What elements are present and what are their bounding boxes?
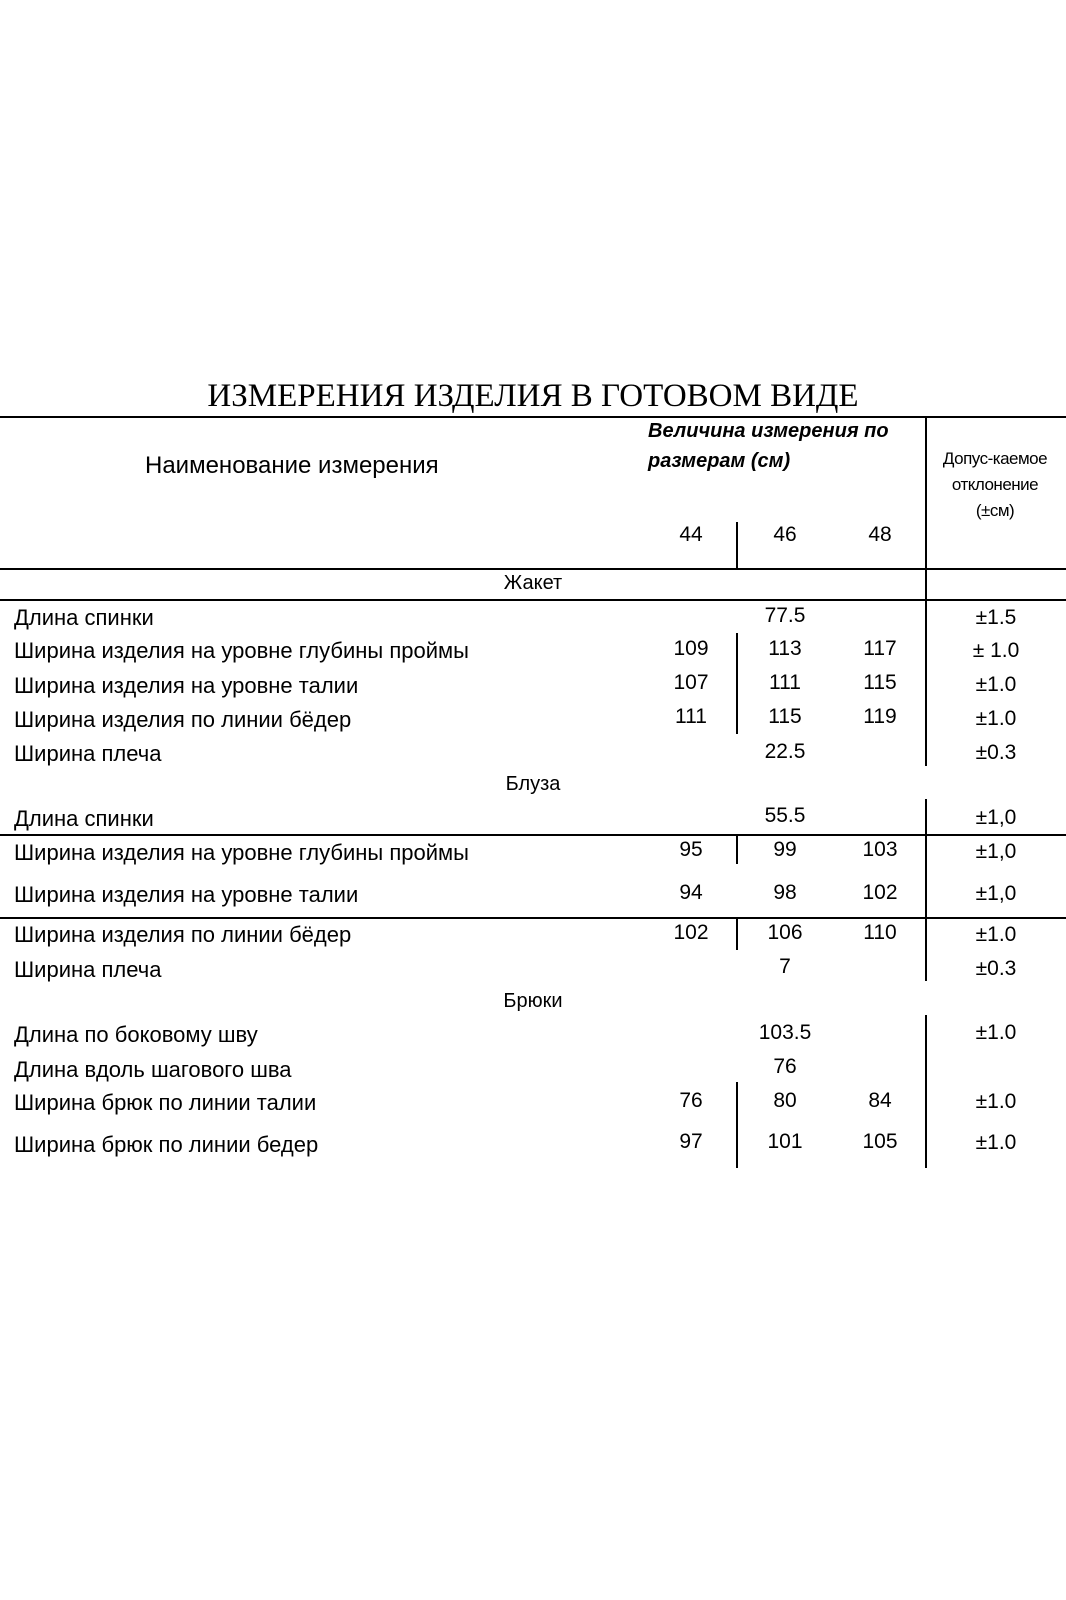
row-value-48: 102: [862, 881, 898, 904]
row-value-48: 115: [863, 671, 897, 694]
row-value-span: 55.5: [764, 804, 806, 827]
row-name: Ширина плеча: [14, 741, 162, 766]
header-size-48: 48: [868, 523, 892, 546]
header-size-44: 44: [679, 523, 703, 546]
row-value-48: 119: [863, 705, 897, 728]
row-value-46: 80: [773, 1089, 797, 1112]
page-title: ИЗМЕРЕНИЯ ИЗДЕЛИЯ В ГОТОВОМ ВИДЕ: [207, 378, 859, 414]
section-blouse: Блуза: [505, 773, 561, 795]
section-jacket: Жакет: [503, 572, 563, 594]
header-tolerance: Допус-каемое отклонение (±см): [942, 449, 1048, 520]
row-name: Длина спинки: [14, 605, 154, 630]
blouse-row-border-2: [0, 917, 1066, 919]
row-name: Ширина изделия на уровне глубины проймы: [14, 840, 469, 865]
row-value-span: 76: [773, 1055, 797, 1078]
row-value-46: 106: [767, 921, 803, 944]
tolerance-col-border-3: [925, 1015, 927, 1168]
header-bottom-border: [0, 568, 1066, 570]
row-value-46: 111: [769, 671, 801, 694]
row-value-48: 110: [863, 921, 897, 944]
row-value-span: 22.5: [764, 740, 806, 763]
row-tolerance: ±1,0: [975, 806, 1017, 829]
row-value-44: 94: [679, 881, 703, 904]
row-tolerance: ±1.0: [975, 1090, 1017, 1113]
row-value-46: 98: [773, 881, 797, 904]
size-col-border-3: [736, 834, 738, 864]
row-name: Ширина изделия на уровне талии: [14, 882, 359, 907]
row-value-44: 111: [675, 705, 707, 728]
row-value-48: 84: [868, 1089, 892, 1112]
row-value-span: 7: [779, 955, 791, 978]
row-value-44: 95: [679, 838, 703, 861]
header-name: Наименование измерения: [145, 452, 439, 479]
row-tolerance: ±1,0: [975, 882, 1017, 905]
row-value-span: 103.5: [758, 1021, 812, 1044]
row-tolerance: ±0.3: [975, 957, 1017, 980]
row-tolerance: ± 1.0: [972, 639, 1020, 662]
row-value-46: 115: [768, 705, 802, 728]
row-value-44: 107: [673, 671, 709, 694]
row-value-44: 97: [679, 1130, 703, 1153]
row-tolerance: ±1.0: [975, 673, 1017, 696]
row-name: Ширина брюк по линии бедер: [14, 1132, 319, 1157]
row-tolerance: ±1.0: [975, 707, 1017, 730]
row-value-46: 101: [767, 1130, 803, 1153]
row-name: Ширина изделия на уровне талии: [14, 673, 359, 698]
row-value-44: 76: [679, 1089, 703, 1112]
row-value-46: 113: [768, 637, 802, 660]
row-tolerance: ±1,0: [975, 840, 1017, 863]
section-jacket-border: [0, 599, 1066, 601]
size-col-border-4: [736, 917, 738, 950]
blouse-row-border: [0, 834, 1066, 836]
row-value-44: 109: [673, 637, 709, 660]
row-tolerance: ±1.5: [975, 606, 1017, 629]
size-col-border-2: [736, 633, 738, 734]
row-name: Длина спинки: [14, 806, 154, 831]
row-value-44: 102: [673, 921, 709, 944]
row-value-48: 117: [863, 637, 897, 660]
row-name: Ширина плеча: [14, 957, 162, 982]
row-name: Ширина изделия по линии бёдер: [14, 707, 352, 732]
row-tolerance: ±0.3: [975, 741, 1017, 764]
row-name: Ширина изделия по линии бёдер: [14, 922, 352, 947]
size-col-border-5: [736, 1082, 738, 1168]
row-value-48: 103: [862, 838, 898, 861]
row-tolerance: ±1.0: [975, 923, 1017, 946]
row-name: Длина вдоль шагового шва: [14, 1057, 292, 1082]
section-trousers: Брюки: [503, 990, 563, 1012]
row-name: Ширина брюк по линии талии: [14, 1090, 317, 1115]
tolerance-col-border-2: [925, 799, 927, 981]
size-col-border-1: [736, 522, 738, 568]
row-value-48: 105: [862, 1130, 898, 1153]
row-tolerance: ±1.0: [975, 1131, 1017, 1154]
row-name: Ширина изделия на уровне глубины проймы: [14, 638, 469, 663]
row-value-46: 99: [773, 838, 797, 861]
header-size-46: 46: [773, 523, 797, 546]
row-name: Длина по боковому шву: [14, 1022, 258, 1047]
row-value-span: 77.5: [764, 604, 806, 627]
header-sizes-caption: Величина измерения по размерам (см): [648, 420, 889, 472]
row-tolerance: ±1.0: [975, 1021, 1017, 1044]
